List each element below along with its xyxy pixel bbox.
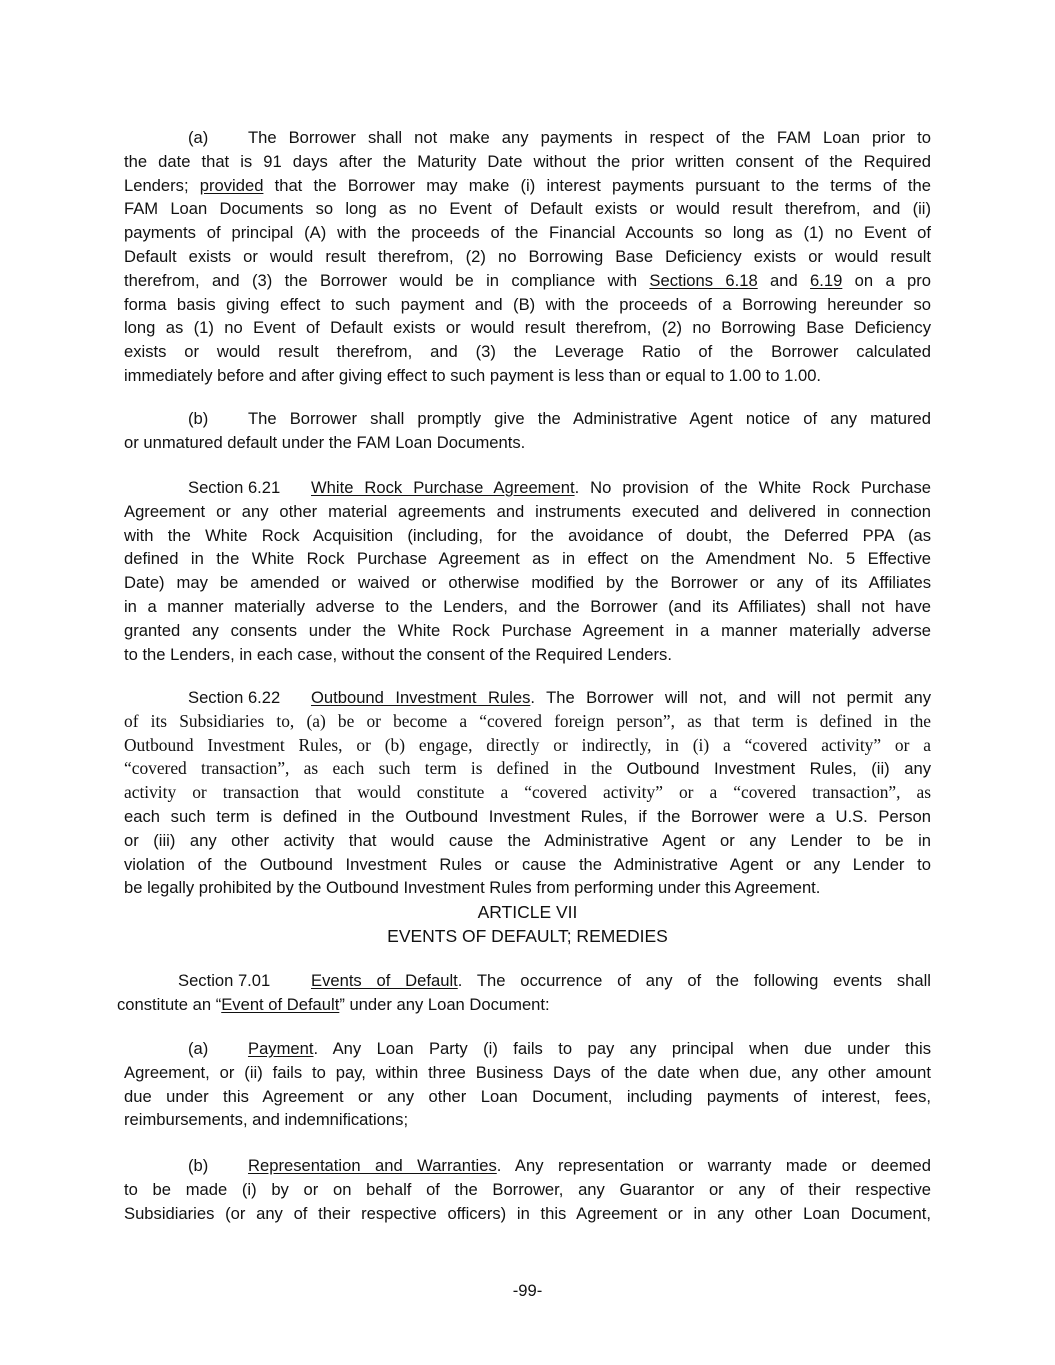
text-segment: payments of principal (A) with the proceeds of the Financial Accounts so long as (1) no Event of xyxy=(124,223,931,243)
text-segment: violation of the Outbound Investment Rules or cause the Administrative Agent or any Lender to xyxy=(124,854,931,874)
text-segment: ” under any Loan Document: xyxy=(339,994,550,1014)
paragraph xyxy=(124,126,931,388)
page-number: -99- xyxy=(512,1281,543,1300)
line-text xyxy=(311,476,931,500)
text-segment: exists or would result therefrom, and (3) the Leverage Ratio of the Borrower calculated xyxy=(124,342,931,362)
text-line xyxy=(124,221,931,245)
text-line xyxy=(124,150,931,174)
text-line xyxy=(124,524,931,548)
text-line xyxy=(124,1178,931,1202)
paragraph-label: (b) xyxy=(188,409,209,428)
text-line xyxy=(124,571,931,595)
paragraph-label: Section 7.01 xyxy=(178,971,271,990)
paragraph-label: (a) xyxy=(188,1039,209,1058)
defined-term: Events of Default xyxy=(311,971,458,990)
text-line xyxy=(124,643,931,667)
text-segment: due under this Agreement or any other Loan Document, including payments of interest, fees, xyxy=(124,1086,931,1106)
paragraph xyxy=(124,407,931,455)
line-text xyxy=(311,969,931,993)
text-line xyxy=(124,1108,931,1132)
text-line xyxy=(124,710,931,734)
text-segment: Agreement, or (ii) fails to pay, within three Business Days of the date when due, any other amount xyxy=(124,1062,931,1082)
text-line xyxy=(124,595,931,619)
paragraph-label: Section 6.22 xyxy=(188,688,281,707)
text-segment: Lenders; xyxy=(124,175,200,195)
paragraph-label: Section 6.21 xyxy=(188,478,281,497)
paragraph xyxy=(124,1154,931,1225)
defined-term: Representation and Warranties xyxy=(248,1156,497,1175)
text-line xyxy=(124,805,931,829)
paragraph-label: (a) xyxy=(188,128,209,147)
text-line xyxy=(124,757,931,781)
paragraph xyxy=(124,1037,931,1132)
text-line xyxy=(124,1037,931,1061)
text-segment: . Any Loan Party (i) fails to pay any principal when due under this xyxy=(313,1039,931,1058)
text-line xyxy=(124,829,931,853)
text-segment: on a pro xyxy=(842,270,931,290)
defined-term: 6.19 xyxy=(810,270,843,290)
text-segment: defined in the White Rock Purchase Agreement as in effect on the Amendment No. 5 Effective xyxy=(124,549,931,569)
text-segment: to be made (i) by or on behalf of the Borrower, any Guarantor or any of their respective xyxy=(124,1179,931,1199)
text-segment: be legally prohibited by the Outbound Investment Rules from performing under this Agreement. xyxy=(124,878,821,898)
text-line xyxy=(124,734,931,758)
text-line xyxy=(124,126,931,150)
defined-term: Event of Default xyxy=(221,994,340,1014)
text-line xyxy=(124,340,931,364)
line-text xyxy=(248,1154,931,1178)
text-line xyxy=(124,925,931,949)
text-segment: Default exists or would result therefrom, (2) no Borrowing Base Deficiency exists or would result xyxy=(124,246,931,266)
text-line xyxy=(124,547,931,571)
text-line xyxy=(124,316,931,340)
text-segment: . The occurrence of any of the following events shall xyxy=(457,971,931,990)
text-segment: the date that is 91 days after the Maturity Date without the prior written consent of the Required xyxy=(124,151,931,171)
text-line xyxy=(124,269,931,293)
text-segment: The Borrower shall not make any payments in respect of the FAM Loan prior to xyxy=(248,128,931,147)
text-segment: . Any representation or warranty made or deemed xyxy=(496,1156,931,1175)
article-heading xyxy=(124,901,931,949)
text-segment: constitute an “ xyxy=(117,994,222,1014)
paragraph xyxy=(124,476,931,666)
text-line xyxy=(117,969,931,993)
defined-term: Outbound Investment Rules xyxy=(311,688,531,707)
text-segment: each such term is defined in the Outbound Investment Rules, if the Borrower were a U.S. Person xyxy=(124,806,931,826)
text-line xyxy=(124,174,931,198)
paragraph xyxy=(124,686,931,900)
text-line xyxy=(117,993,931,1017)
text-line xyxy=(124,781,931,805)
text-line xyxy=(124,619,931,643)
text-segment: or (iii) any other activity that would cause the Administrative Agent or any Lender to be in xyxy=(124,830,931,850)
text-segment: “covered transaction”, as each such term is defined in the xyxy=(124,758,627,779)
text-segment: Date) may be amended or waived or otherwise modified by the Borrower or any of its Affiliates xyxy=(124,573,931,593)
text-line xyxy=(124,1085,931,1109)
text-segment: ARTICLE VII xyxy=(477,902,578,922)
text-line xyxy=(124,293,931,317)
text-segment: granted any consents under the White Rock Purchase Agreement in a manner materially adverse xyxy=(124,620,931,640)
text-segment: therefrom, and (3) the Borrower would be in compliance with xyxy=(124,270,650,290)
text-line xyxy=(124,686,931,710)
text-segment: that the Borrower may make (i) interest payments pursuant to the terms of the xyxy=(263,175,931,195)
defined-term: provided xyxy=(199,175,264,195)
text-segment: Outbound Investment Rules, or (b) engage, directly or indirectly, in (i) a “covered activity” or a xyxy=(124,734,931,755)
text-segment: activity or transaction that would constitute a “covered activity” or a “covered transaction”, as xyxy=(124,782,931,803)
line-text xyxy=(248,1037,931,1061)
text-segment: . The Borrower will not, and will not permit any xyxy=(530,688,931,707)
text-segment: . No provision of the White Rock Purchase xyxy=(574,478,931,497)
text-segment: Subsidiaries (or any of their respective officers) in this Agreement or in any other Loan Document, xyxy=(124,1203,931,1223)
text-line xyxy=(124,407,931,431)
text-line xyxy=(124,197,931,221)
text-line xyxy=(124,1061,931,1085)
text-segment: long as (1) no Event of Default exists or would result therefrom, (2) no Borrowing Base Deficiency xyxy=(124,318,931,338)
text-line xyxy=(124,853,931,877)
text-line xyxy=(124,245,931,269)
text-segment: Agreement or any other material agreements and instruments executed and delivered in connection xyxy=(124,501,931,521)
line-text xyxy=(248,407,931,431)
text-segment: The Borrower shall promptly give the Administrative Agent notice of any matured xyxy=(248,409,931,428)
line-text xyxy=(248,126,931,150)
paragraph xyxy=(117,969,931,1017)
text-line xyxy=(124,431,931,455)
text-segment: of its Subsidiaries to, (a) be or become a “covered foreign person”, as that term is defined in the xyxy=(124,710,931,731)
text-segment: EVENTS OF DEFAULT; REMEDIES xyxy=(387,925,668,946)
text-line xyxy=(124,476,931,500)
defined-term: Payment xyxy=(248,1039,314,1058)
text-line xyxy=(124,364,931,388)
text-segment: reimbursements, and indemnifications; xyxy=(124,1110,409,1130)
text-segment: in a manner materially adverse to the Lenders, and the Borrower (and its Affiliates) shall not have xyxy=(124,596,931,616)
defined-term: White Rock Purchase Agreement xyxy=(311,478,575,497)
text-segment: immediately before and after giving effect to such payment is less than or equal to 1.00 to 1.00. xyxy=(124,365,822,385)
text-line xyxy=(124,876,931,900)
text-segment: with the White Rock Acquisition (including, for the avoidance of doubt, the Deferred PPA (as xyxy=(124,525,931,545)
text-segment: FAM Loan Documents so long as no Event of Default exists or would result therefrom, and (ii) xyxy=(124,199,931,219)
text-segment: or unmatured default under the FAM Loan Documents. xyxy=(124,432,526,452)
text-segment: Outbound Investment Rules, (ii) any xyxy=(626,759,931,779)
text-line xyxy=(124,901,931,925)
text-segment: forma basis giving effect to such payment and (B) with the proceeds of a Borrowing hereunder so xyxy=(124,294,931,314)
paragraph-label: (b) xyxy=(188,1156,209,1175)
text-line xyxy=(124,1154,931,1178)
text-line xyxy=(124,500,931,524)
text-segment: and xyxy=(757,270,811,290)
defined-term: Sections 6.18 xyxy=(649,270,758,290)
text-line xyxy=(124,1202,931,1226)
text-segment: to the Lenders, in each case, without the consent of the Required Lenders. xyxy=(124,644,672,664)
line-text xyxy=(311,686,931,710)
